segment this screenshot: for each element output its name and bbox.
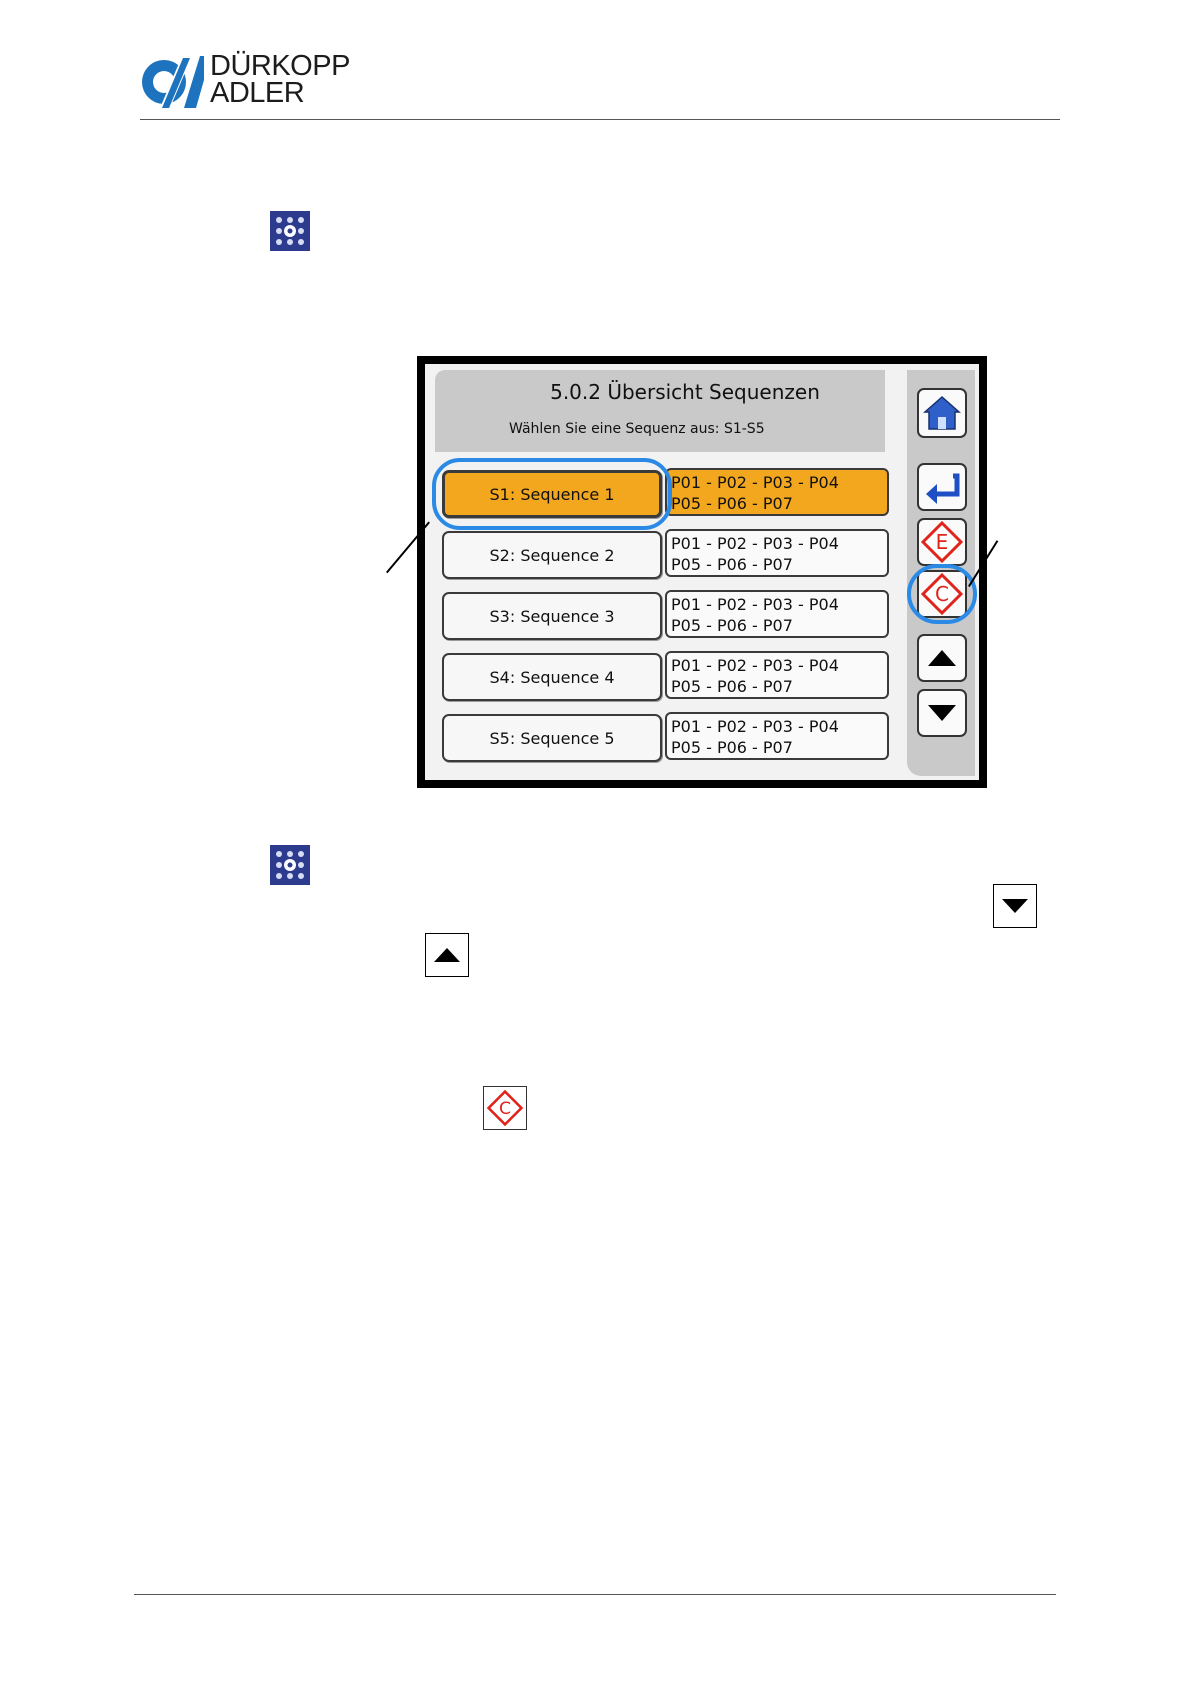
sequence-button-s2[interactable]: [442, 531, 662, 579]
edit-e-icon: [920, 520, 964, 564]
arrow-down-key-icon: [1000, 897, 1030, 915]
highlight-s1: [432, 458, 672, 530]
program-list-s1[interactable]: [665, 468, 889, 516]
program-list-s4[interactable]: [665, 651, 889, 699]
highlight-copy: [907, 564, 977, 624]
copy-key-letter: C: [498, 1099, 512, 1120]
program-line: P01 - P02 - P03 - P04: [671, 717, 839, 736]
home-icon: [923, 394, 961, 432]
sequence-label: S4: Sequence 4: [489, 667, 615, 687]
up-key: [425, 933, 469, 977]
settings-icon: [270, 845, 310, 885]
brand-name: [210, 50, 350, 109]
screen-body: [425, 364, 979, 780]
screen-title: 5.0.2 Übersicht Sequenzen: [550, 380, 820, 404]
program-line: P01 - P02 - P03 - P04: [671, 534, 839, 553]
brand-line1: DÜRKOPP: [210, 50, 350, 82]
sequence-label: S5: Sequence 5: [489, 728, 615, 748]
sequence-overview-screen: [417, 356, 987, 788]
footer-rule: [134, 1594, 1056, 1595]
arrow-down-icon: [926, 703, 958, 723]
sequence-button-s3[interactable]: [442, 592, 662, 640]
brand-logo-icon: [140, 56, 204, 108]
screen-subtitle: Wählen Sie eine Sequenz aus: S1-S5: [509, 421, 765, 437]
program-line: P05 - P06 - P07: [671, 738, 793, 757]
header-rule: [140, 119, 1060, 120]
arrow-up-key-icon: [432, 946, 462, 964]
copy-c-key-icon: [486, 1089, 524, 1127]
scroll-down-button[interactable]: [917, 689, 967, 737]
edit-letter: E: [935, 530, 949, 554]
sequence-label: S3: Sequence 3: [489, 606, 615, 626]
program-line: P01 - P02 - P03 - P04: [671, 595, 839, 614]
back-arrow-icon: [923, 470, 961, 504]
sequence-label: S2: Sequence 2: [489, 545, 615, 565]
sequence-label: S1: Sequence 1: [489, 484, 615, 504]
scroll-up-button[interactable]: [917, 634, 967, 682]
program-line: P01 - P02 - P03 - P04: [671, 656, 839, 675]
down-key: [993, 884, 1037, 928]
program-line: P01 - P02 - P03 - P04: [671, 473, 839, 492]
program-list-s5[interactable]: [665, 712, 889, 760]
sequence-button-s5[interactable]: [442, 714, 662, 762]
program-line: P05 - P06 - P07: [671, 616, 793, 635]
program-list-s3[interactable]: [665, 590, 889, 638]
program-line: P05 - P06 - P07: [671, 555, 793, 574]
program-line: P05 - P06 - P07: [671, 677, 793, 696]
arrow-up-icon: [926, 648, 958, 668]
copy-key: [483, 1086, 527, 1130]
edit-button[interactable]: [917, 518, 967, 566]
program-line: P05 - P06 - P07: [671, 494, 793, 513]
back-button[interactable]: [917, 463, 967, 511]
brand-line2: ADLER: [210, 77, 305, 109]
home-button[interactable]: [917, 388, 967, 438]
program-list-s2[interactable]: [665, 529, 889, 577]
copy-letter: C: [935, 582, 949, 606]
settings-icon: [270, 211, 310, 251]
sequence-button-s4[interactable]: [442, 653, 662, 701]
